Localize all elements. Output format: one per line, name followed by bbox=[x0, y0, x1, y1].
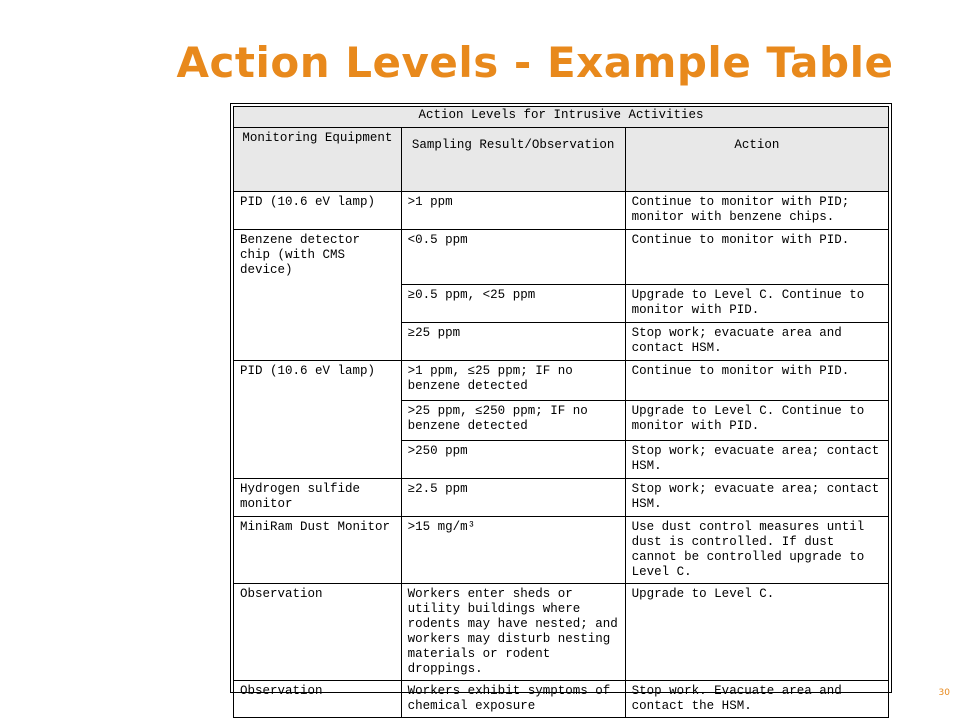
equipment-cell: Hydrogen sulfide monitor bbox=[234, 479, 402, 517]
action-cell: Upgrade to Level C. Continue to monitor with PID. bbox=[625, 401, 888, 441]
result-cell: Workers enter sheds or utility buildings where rodents may have nested; and workers may disturb nesting materials or rodent droppings. bbox=[401, 584, 625, 681]
action-cell: Stop work; evacuate area and contact HSM. bbox=[625, 323, 888, 361]
action-cell: Continue to monitor with PID. bbox=[625, 361, 888, 401]
action-levels-table-frame bbox=[230, 103, 892, 713]
action-cell: Continue to monitor with PID; monitor with benzene chips. bbox=[625, 192, 888, 230]
table-row bbox=[234, 479, 889, 517]
slide-title: Action Levels - Example Table bbox=[176, 38, 894, 87]
action-levels-table bbox=[233, 106, 889, 718]
result-cell: <0.5 ppm bbox=[401, 230, 625, 285]
column-header-equipment: Monitoring Equipment bbox=[234, 128, 402, 192]
equipment-cell: PID (10.6 eV lamp) bbox=[234, 192, 402, 230]
page-number: 30 bbox=[938, 688, 950, 698]
table-row bbox=[234, 681, 889, 718]
column-header-result: Sampling Result/Observation bbox=[401, 128, 625, 192]
equipment-cell: Benzene detector chip (with CMS device) bbox=[234, 230, 402, 361]
equipment-cell: PID (10.6 eV lamp) bbox=[234, 361, 402, 479]
result-cell: >1 ppm bbox=[401, 192, 625, 230]
equipment-cell: Observation bbox=[234, 584, 402, 681]
action-cell: Upgrade to Level C. bbox=[625, 584, 888, 681]
table-caption: Action Levels for Intrusive Activities bbox=[234, 107, 889, 128]
table-row bbox=[234, 192, 889, 230]
result-cell: ≥2.5 ppm bbox=[401, 479, 625, 517]
column-header-action: Action bbox=[625, 128, 888, 192]
table-body bbox=[234, 192, 889, 718]
action-cell: Upgrade to Level C. Continue to monitor with PID. bbox=[625, 285, 888, 323]
result-cell: Workers exhibit symptoms of chemical exposure bbox=[401, 681, 625, 718]
result-cell: >250 ppm bbox=[401, 441, 625, 479]
table-row bbox=[234, 584, 889, 681]
result-cell: ≥0.5 ppm, <25 ppm bbox=[401, 285, 625, 323]
result-cell: >15 mg/m³ bbox=[401, 517, 625, 584]
result-cell: ≥25 ppm bbox=[401, 323, 625, 361]
table-row bbox=[234, 517, 889, 584]
equipment-cell: MiniRam Dust Monitor bbox=[234, 517, 402, 584]
result-cell: >25 ppm, ≤250 ppm; IF no benzene detected bbox=[401, 401, 625, 441]
table-row bbox=[234, 361, 889, 401]
action-cell: Stop work; evacuate area; contact HSM. bbox=[625, 479, 888, 517]
action-cell: Stop work; evacuate area; contact HSM. bbox=[625, 441, 888, 479]
action-cell: Stop work. Evacuate area and contact the HSM. bbox=[625, 681, 888, 718]
action-cell: Continue to monitor with PID. bbox=[625, 230, 888, 285]
action-cell: Use dust control measures until dust is controlled. If dust cannot be controlled upgrade to Level C. bbox=[625, 517, 888, 584]
equipment-cell: Observation bbox=[234, 681, 402, 718]
result-cell: >1 ppm, ≤25 ppm; IF no benzene detected bbox=[401, 361, 625, 401]
table-row bbox=[234, 230, 889, 285]
